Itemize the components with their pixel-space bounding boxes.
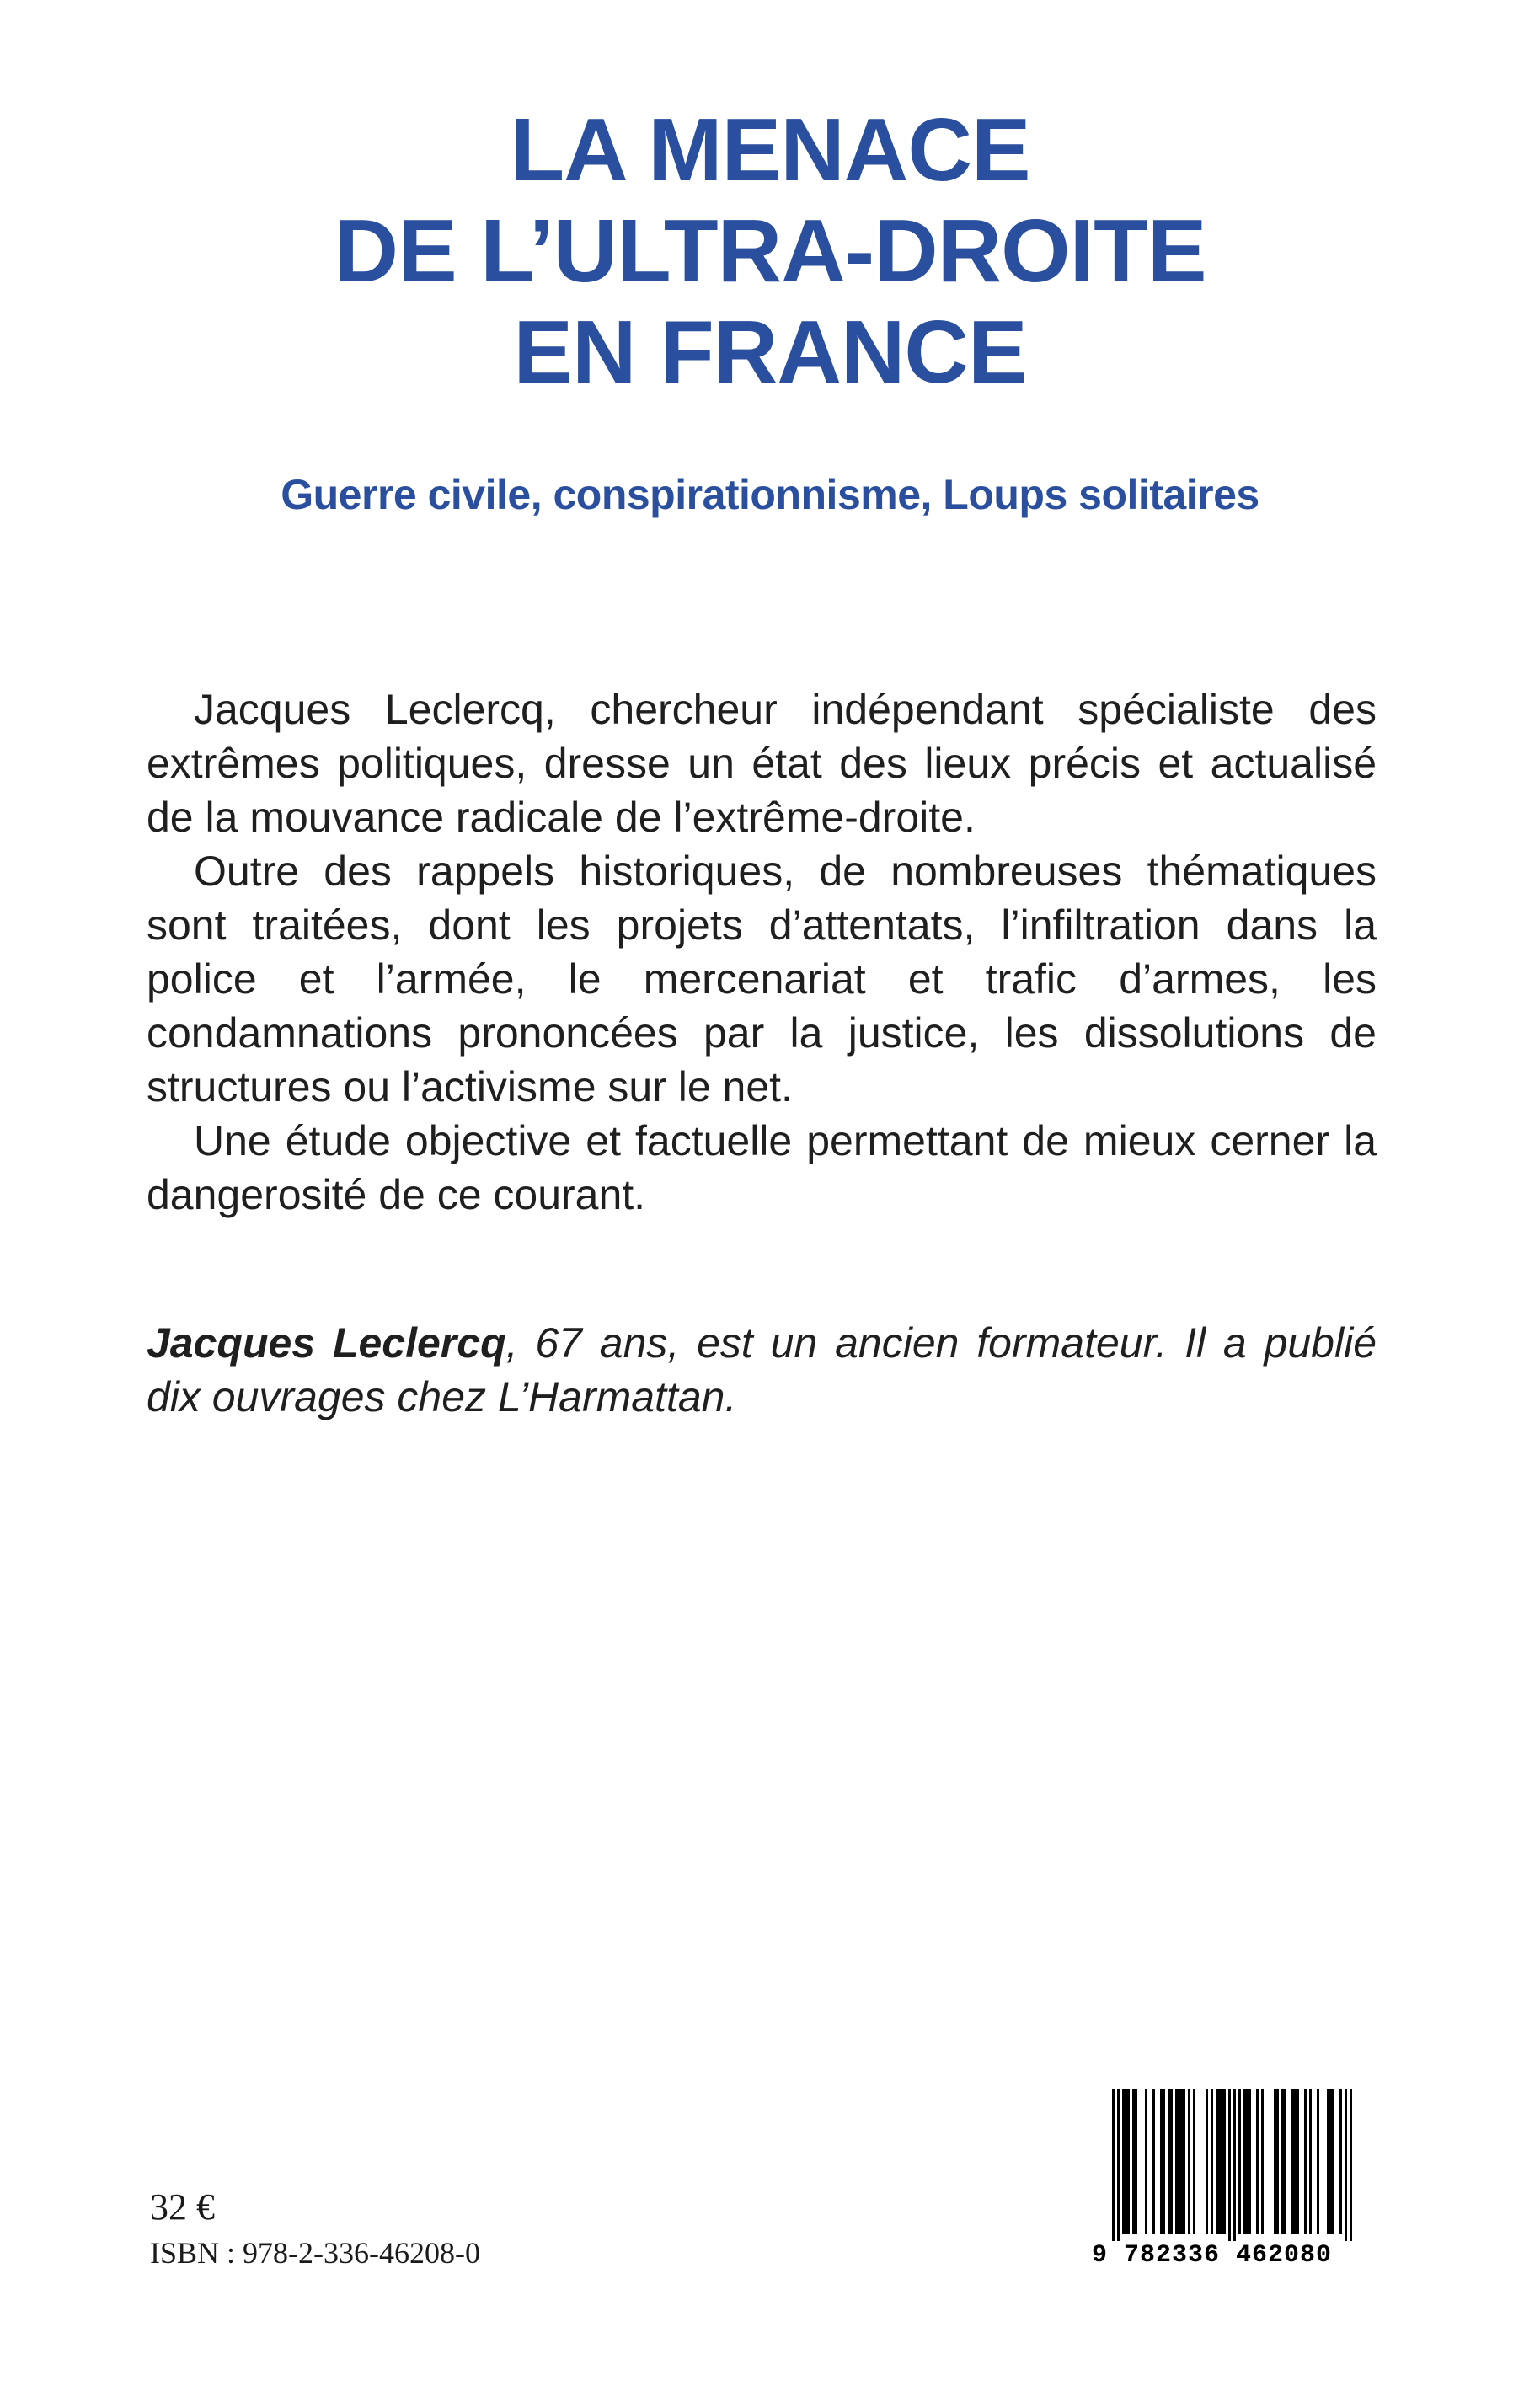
barcode-bar — [1256, 2089, 1259, 2234]
barcode-bar — [1276, 2089, 1279, 2234]
barcode-bar — [1145, 2089, 1147, 2234]
barcode-bar — [1216, 2089, 1218, 2234]
barcode-bar — [1112, 2089, 1115, 2241]
barcode-bar — [1350, 2089, 1352, 2241]
barcode-bar — [1160, 2089, 1163, 2234]
book-title — [0, 99, 1540, 403]
barcode-bar — [1297, 2089, 1299, 2234]
barcode-bar — [1332, 2089, 1334, 2234]
barcode-bar — [1135, 2089, 1137, 2234]
barcode-bar — [1127, 2089, 1130, 2234]
barcode-bar — [1211, 2089, 1213, 2234]
barcode-bar — [1304, 2089, 1307, 2234]
barcode-bar — [1317, 2089, 1319, 2234]
barcode-bar — [1294, 2089, 1297, 2234]
barcode-bar — [1180, 2089, 1183, 2234]
book-subtitle: Guerre civile, conspirationnisme, Loups solitaires — [281, 471, 1259, 518]
author-bio — [147, 1316, 1377, 1424]
barcode — [1092, 2089, 1373, 2270]
barcode-bar — [1243, 2089, 1246, 2234]
barcode-bar — [1218, 2089, 1221, 2234]
title-line-3: EN FRANCE — [513, 302, 1027, 402]
barcode-bars — [1092, 2089, 1373, 2241]
barcode-bar — [1117, 2089, 1120, 2241]
barcode-bar — [1170, 2089, 1173, 2234]
barcode-bar — [1228, 2089, 1231, 2241]
barcode-bar — [1178, 2089, 1180, 2234]
price: 32 € — [150, 2186, 215, 2228]
barcode-bar — [1309, 2089, 1312, 2234]
barcode-bar — [1249, 2089, 1251, 2234]
barcode-bar — [1233, 2089, 1236, 2241]
barcode-bar — [1188, 2089, 1190, 2234]
barcode-bar — [1132, 2089, 1135, 2234]
barcode-bar — [1163, 2089, 1165, 2234]
barcode-bar — [1122, 2089, 1125, 2234]
barcode-bar — [1223, 2089, 1226, 2234]
barcode-bar — [1339, 2089, 1342, 2234]
barcode-bar — [1281, 2089, 1284, 2234]
barcode-bar — [1168, 2089, 1170, 2234]
barcode-bar — [1246, 2089, 1249, 2234]
barcode-bar — [1327, 2089, 1329, 2234]
isbn: ISBN : 978-2-336-46208-0 — [150, 2236, 480, 2270]
barcode-bar — [1152, 2089, 1155, 2234]
barcode-bar — [1193, 2089, 1195, 2234]
barcode-bar — [1284, 2089, 1286, 2234]
blurb-paragraph-2: Outre des rappels historiques, de nombreuses thématiques sont traitées, dont les projets d’attentats, l’infiltration dans la police et l’armée, le mercenariat et trafic d’armes, les condamnations prononcées par la justice, les dissolutions de structures ou l’activisme sur le net. — [147, 848, 1377, 1110]
barcode-bar — [1183, 2089, 1185, 2234]
barcode-bar — [1221, 2089, 1223, 2234]
barcode-bar — [1238, 2089, 1241, 2234]
barcode-bar — [1291, 2089, 1294, 2234]
barcode-bar — [1345, 2089, 1347, 2241]
title-line-2: DE L’ULTRA-DROITE — [334, 201, 1206, 301]
back-cover-blurb — [147, 682, 1377, 1222]
barcode-bar — [1206, 2089, 1208, 2234]
barcode-bar — [1175, 2089, 1178, 2234]
author-name: Jacques Leclercq — [147, 1319, 506, 1367]
barcode-bar — [1329, 2089, 1332, 2234]
barcode-bar — [1261, 2089, 1264, 2234]
blurb-paragraph-1: Jacques Leclercq, chercheur indépendant spécialiste des extrêmes politiques, dresse un état des lieux précis et actualisé de la mouvance radicale de l’extrême-droite. — [147, 686, 1377, 841]
blurb-paragraph-3: Une étude objective et factuelle permettant de mieux cerner la dangerosité de ce courant. — [147, 1117, 1377, 1218]
barcode-bar — [1125, 2089, 1127, 2234]
title-line-1: LA MENACE — [510, 100, 1030, 200]
barcode-digits: 9 782336 462080 — [1092, 2241, 1333, 2270]
author-bio-text: , 67 ans, est un ancien formateur. Il a publié dix ouvrages chez L’Harmattan. — [147, 1319, 1377, 1420]
barcode-bar — [1274, 2089, 1276, 2234]
